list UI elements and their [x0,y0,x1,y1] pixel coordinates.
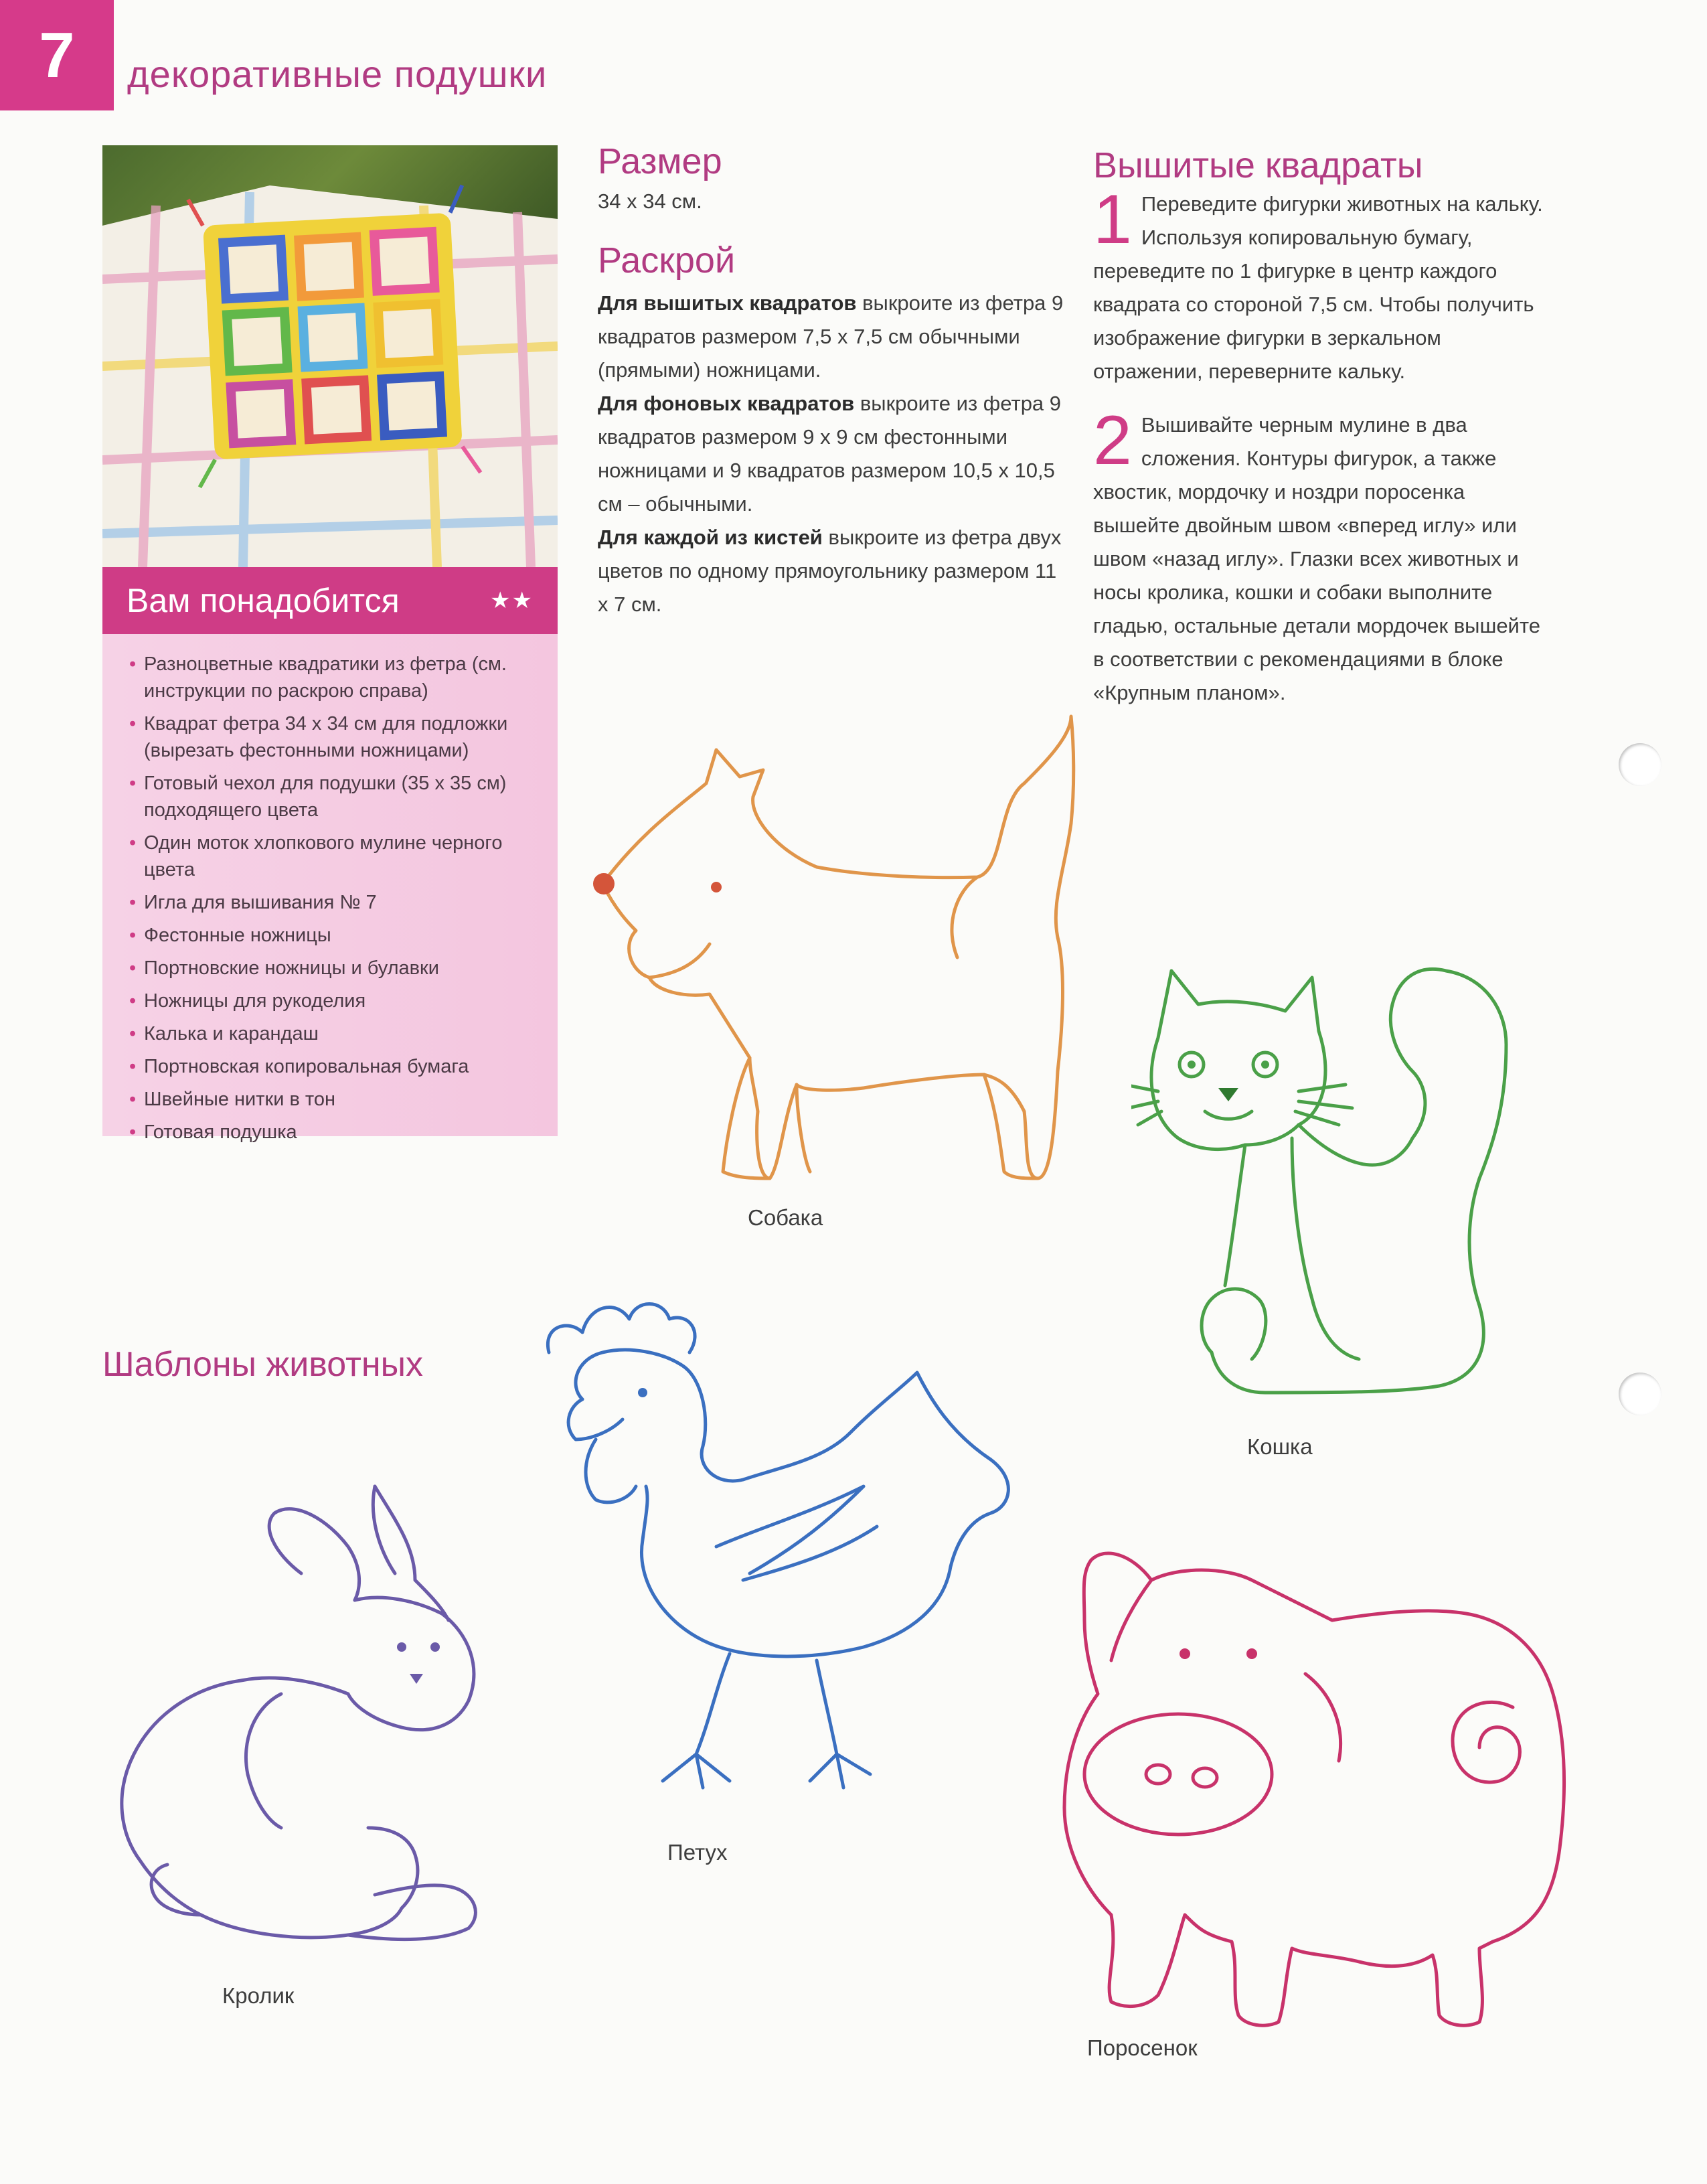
step-1 [1093,181,1548,388]
cutting-paragraph-1 [598,287,1066,387]
templates-heading: Шаблоны животных [102,1345,423,1384]
list-item: • Разноцветные квадратики из фетра (см. инструкции по раскрою справа) [129,651,544,704]
dog-label: Собака [748,1205,823,1230]
dog-template [582,710,1091,1205]
materials-title: Вам понадобится [127,582,400,619]
list-item: • Готовая подушка [129,1119,544,1146]
list-item: • Портновская копировальная бумага [129,1053,544,1080]
list-item: • Игла для вышивания № 7 [129,889,544,916]
rabbit-label: Кролик [222,1983,295,2008]
step-number-2: 2 [1093,402,1132,479]
step-text-1: Переведите фигурки животных на кальку. Используя копировальную бумагу, переведите по 1 фигурке в центр каждого квадрата со стороной 7,5 см. Чтобы получить изображение фигурки в зеркальном отражении, переверните кальку. [1093,192,1543,383]
list-item: • Один моток хлопкового мулине черного цвета [129,830,544,883]
size-heading: Размер [598,141,722,181]
step-text-2: Вышивайте черным мулине в два сложения. Контуры фигурок, а также хвостик, мордочку и ноздри поросенка вышейте двойным швом «вперед иглу» или швом «назад иглу». Глазки всех животных и носы кролика, кошки и собаки выполните гладью, остальные детали мордочек вышейте в соответствии с рекомендациями в блоке «Крупным планом». [1093,413,1540,704]
cutting-heading: Раскрой [598,240,736,281]
size-value: 34 х 34 см. [598,189,702,213]
rooster-label: Петух [667,1840,728,1865]
step-number-1: 1 [1093,181,1132,258]
cat-label: Кошка [1247,1434,1313,1459]
difficulty-stars: ★★ [490,588,534,613]
list-item: • Калька и карандаш [129,1020,544,1047]
section-title: декоративные подушки [127,53,548,95]
cutting-text-3: выкроите из фетра двух цветов по одному прямоугольнику размером 11 х 7 см. [598,526,1062,616]
pig-label: Поросенок [1087,2035,1198,2060]
list-item: • Квадрат фетра 34 х 34 см для подложки (вырезать фестонными ножницами) [129,710,544,764]
list-item: • Готовый чехол для подушки (35 х 35 см) подходящего цвета [129,770,544,824]
cutting-text [598,287,1066,621]
embroidered-steps [1093,181,1548,710]
cutting-paragraph-2 [598,387,1066,521]
embroidered-heading: Вышитые квадраты [1093,145,1423,185]
step-2 [1093,402,1548,710]
cat-template [1131,951,1573,1406]
materials-header [102,567,558,634]
pillow-photo-illustration [102,145,558,567]
cutting-bold-2: Для фоновых квадратов [598,392,855,415]
list-item: • Швейные нитки в тон [129,1086,544,1113]
cutting-text-2: выкроите из фетра 9 квадратов размером 9 х 9 см фестонными ножницами и 9 квадратов размером 10,5 х 10,5 см – обычными. [598,392,1062,516]
punch-hole [1619,743,1661,786]
materials-list [129,651,544,1152]
cutting-bold-1: Для вышитых квадратов [598,291,857,315]
page-number: 7 [0,0,114,110]
list-item: • Ножницы для рукоделия [129,988,544,1014]
cutting-paragraph-3 [598,521,1066,621]
punch-hole [1619,1373,1661,1415]
list-item: • Фестонные ножницы [129,922,544,949]
cutting-text-1: выкроите из фетра 9 квадратов размером 7,5 х 7,5 см обычными (прямыми) ножницами. [598,291,1064,382]
rooster-template [529,1285,1058,1848]
cutting-bold-3: Для каждой из кистей [598,526,823,549]
list-item: • Портновские ножницы и булавки [129,955,544,982]
pig-template [1051,1540,1580,2035]
pillow-photo [102,145,558,567]
rabbit-template [80,1480,509,1975]
materials-box [102,567,558,1143]
